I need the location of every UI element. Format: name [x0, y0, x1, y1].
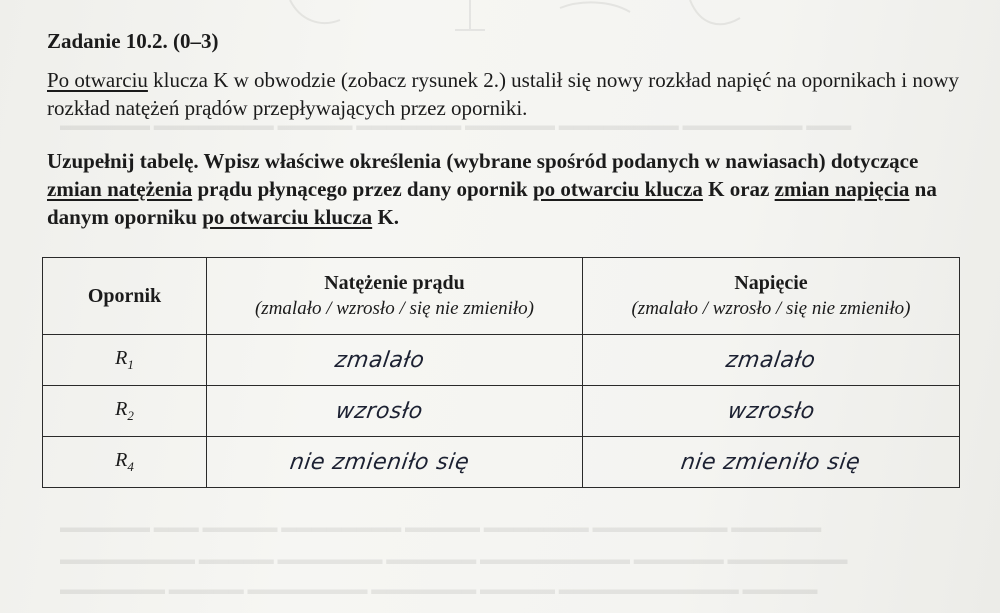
header-resistor-label: Opornik	[87, 285, 162, 307]
instruction-part-5: K.	[372, 205, 400, 229]
current-answer-cell[interactable]	[207, 437, 583, 488]
voltage-answer-cell[interactable]	[583, 386, 960, 437]
intro-underlined: Po otwarciu	[47, 68, 148, 92]
answer-table	[42, 257, 960, 488]
current-answer-cell[interactable]	[207, 335, 583, 386]
header-voltage	[583, 258, 960, 335]
current-answer: wzrosło	[334, 398, 425, 424]
bleed-through-text-1: ▬▬▬ ▬▬▬▬▬▬▬▬ ▬▬▬▬▬▬▬▬ ▬▬▬▬▬▬ ▬▬▬▬▬▬▬ ▬▬▬▬▬ ▬▬▬▬▬▬▬▬ ▬▬▬▬▬▬	[60, 118, 852, 134]
instruction-underline-4: po otwarciu klucza	[202, 205, 373, 229]
header-current-options: (zmalało / wzrosło / się nie zmieniło)	[254, 298, 535, 319]
resistor-label	[115, 449, 134, 474]
instruction-underline-3: zmian napięcia	[774, 177, 910, 201]
instruction-part-1: Uzupełnij tabelę. Wpisz właściwe określenia (wybrane spośród podanych w nawiasach) dotyczące	[47, 149, 919, 173]
task-title: Zadanie 10.2. (0–3)	[47, 29, 219, 53]
header-current	[207, 258, 583, 335]
header-resistor	[43, 258, 207, 335]
resistor-letter: R	[115, 347, 128, 369]
header-voltage-options: (zmalało / wzrosło / się nie zmieniło)	[631, 298, 911, 319]
current-answer-cell[interactable]	[207, 386, 583, 437]
resistor-index: 4	[127, 459, 134, 474]
header-current-label: Natężenie prądu	[324, 272, 465, 294]
resistor-letter: R	[115, 398, 128, 420]
bleed-through-text-3: ▬▬▬▬▬▬▬▬ ▬▬▬▬▬▬ ▬▬▬▬▬▬▬▬▬▬ ▬▬▬▬▬▬ ▬▬▬▬▬▬▬ ▬▬▬▬▬ ▬▬▬▬▬▬▬▬▬	[60, 552, 848, 568]
instruction-part-3: K oraz	[702, 177, 775, 201]
resistor-letter: R	[115, 449, 128, 471]
instruction-part-4: na danym oporniku	[47, 177, 937, 229]
table-row	[43, 437, 960, 488]
bleed-through-text-4: ▬▬▬▬▬ ▬▬▬▬▬▬▬▬▬▬▬▬ ▬▬▬▬▬ ▬▬▬▬▬▬▬ ▬▬▬▬▬▬▬▬ ▬▬▬▬▬ ▬▬▬▬▬▬▬	[60, 582, 818, 598]
resistor-cell	[43, 437, 207, 488]
task-instruction	[47, 147, 972, 231]
task-intro	[47, 66, 972, 122]
table-row	[43, 386, 960, 437]
instruction-underline-1: zmian natężenia	[47, 177, 193, 201]
resistor-index: 2	[127, 408, 134, 423]
resistor-cell	[43, 335, 207, 386]
resistor-index: 1	[127, 357, 134, 372]
instruction-underline-2: po otwarciu klucza	[532, 177, 703, 201]
resistor-label	[115, 398, 134, 423]
voltage-answer-cell[interactable]	[583, 437, 960, 488]
table-row	[43, 335, 960, 386]
table-header-row	[43, 258, 960, 335]
voltage-answer: wzrosło	[725, 398, 817, 424]
instruction-part-2: prądu płynącego przez dany opornik	[192, 177, 533, 201]
resistor-label	[115, 347, 134, 372]
voltage-answer: nie zmieniło się	[679, 449, 863, 475]
bleed-through-text-2: ▬▬▬▬▬▬ ▬▬▬▬▬▬▬▬▬ ▬▬▬▬▬▬▬ ▬▬▬▬▬ ▬▬▬▬▬▬▬▬ ▬▬▬▬▬ ▬▬▬ ▬▬▬▬▬▬	[60, 520, 822, 536]
intro-text: klucza K w obwodzie (zobacz rysunek 2.) ustalił się nowy rozkład napięć na opornikach i nowy rozkład natężeń prądów przepływających przez oporniki.	[47, 68, 960, 120]
voltage-answer-cell[interactable]	[583, 335, 960, 386]
resistor-cell	[43, 386, 207, 437]
voltage-answer: zmalało	[724, 347, 818, 373]
current-answer: zmalało	[333, 347, 426, 373]
current-answer: nie zmieniło się	[288, 449, 471, 475]
header-voltage-label: Napięcie	[734, 272, 808, 294]
